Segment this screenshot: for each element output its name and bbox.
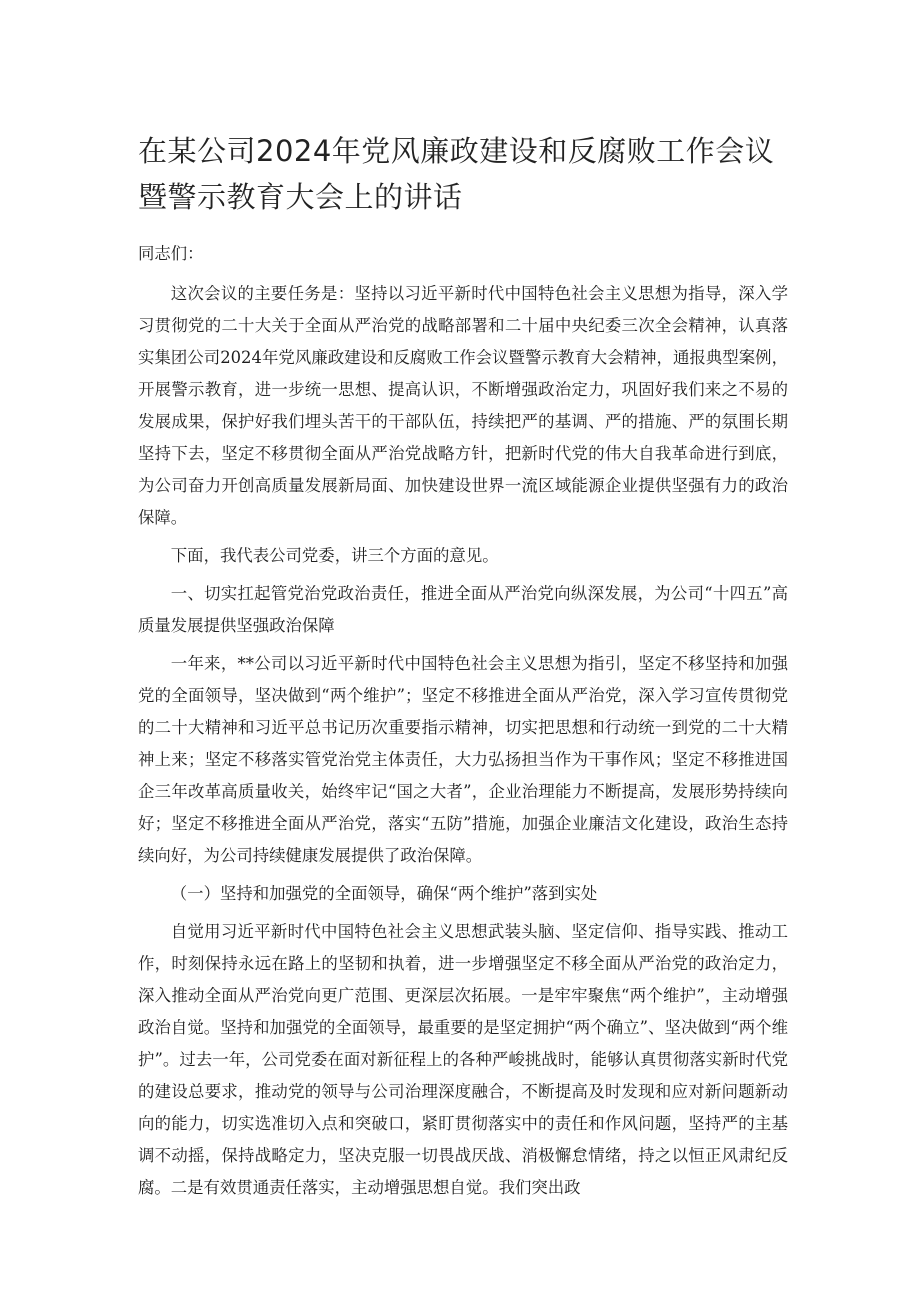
document-body <box>138 238 788 1210</box>
section-heading-1: 一、切实扛起管党治党政治责任，推进全面从严治党向纵深发展，为公司“十四五”高质量发展提供坚强政治保障 <box>138 584 788 635</box>
salutation: 同志们： <box>138 244 204 263</box>
paragraph-year-review: 一年来，**公司以习近平新时代中国特色社会主义思想为指引，坚定不移坚持和加强党的全面领导，坚决做到“两个维护”；坚定不移推进全面从严治党，深入学习宣传贯彻党的二十大精神和习近平总书记历次重要指示精神，切实把思想和行动统一到党的二十大精神上来；坚定不移落实管党治党主体责任，大力弘扬担当作为干事作风；坚定不移推进国企三年改革高质量收关，始终牢记“国之大者”，企业治理能力不断提高，发展形势持续向好；坚定不移推进全面从严治党，落实“五防”措施，加强企业廉洁文化建设，政治生态持续向好，为公司持续健康发展提供了政治保障。 <box>138 654 788 865</box>
document-title: 在某公司2024年党风廉政建设和反腐败工作会议暨警示教育大会上的讲话 <box>138 134 775 214</box>
paragraph-leadership: 自觉用习近平新时代中国特色社会主义思想武装头脑、坚定信仰、指导实践、推动工作，时刻保持永远在路上的坚韧和执着，进一步增强坚定不移全面从严治党的政治定力，深入推动全面从严治党向更广范围、更深层次拓展。一是牢牢聚焦“两个维护”，主动增强政治自觉。坚持和加强党的全面领导，最重要的是坚定拥护“两个确立”、坚决做到“两个维护”。过去一年，公司党委在面对新征程上的各种严峻挑战时，能够认真贯彻落实新时代党的建设总要求，推动党的领导与公司治理深度融合，不断提高及时发现和应对新问题新动向的能力，切实选准切入点和突破口，紧盯贯彻落实中的责任和作风问题，坚持严的主基调不动摇，保持战略定力，坚决克服一切畏战厌战、消极懈怠情绪，持之以恒正风肃纪反腐。二是有效贯通责任落实，主动增强思想自觉。我们突出政 <box>138 922 788 1197</box>
subsection-heading-1: （一）坚持和加强党的全面领导，确保“两个维护”落到实处 <box>170 884 598 903</box>
paragraph-meeting-tasks: 这次会议的主要任务是：坚持以习近平新时代中国特色社会主义思想为指导，深入学习贯彻党的二十大关于全面从严治党的战略部署和二十届中央纪委三次全会精神，认真落实集团公司2024年党风廉政建设和反腐败工作会议暨警示教育大会精神，通报典型案例，开展警示教育，进一步统一思想、提高认识，不断增强政治定力，巩固好我们来之不易的发展成果，保护好我们埋头苦干的干部队伍，持续把严的基调、严的措施、严的氛围长期坚持下去，坚定不移贯彻全面从严治党战略方针，把新时代党的伟大自我革命进行到底，为公司奋力开创高质量发展新局面、加快建设世界一流区域能源企业提供坚强有力的政治保障。 <box>138 284 788 527</box>
paragraph-intro: 下面，我代表公司党委，讲三个方面的意见。 <box>170 546 499 565</box>
